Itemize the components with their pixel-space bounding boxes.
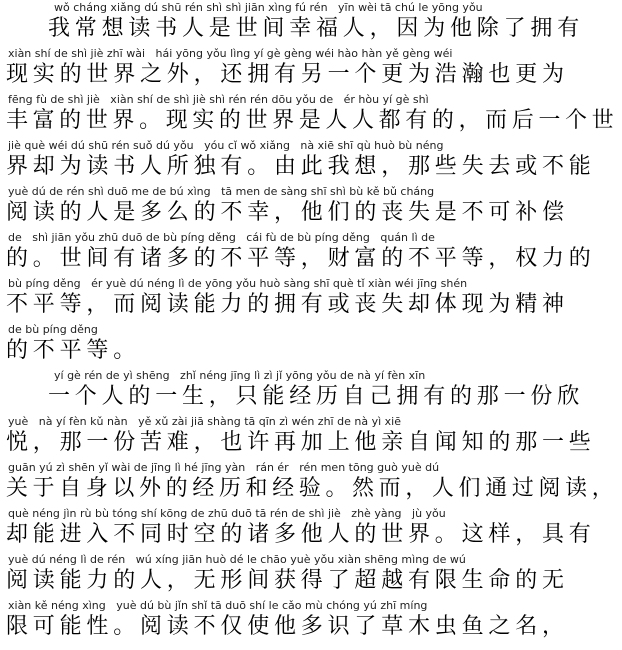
hanzi-line-14: 限可能性。阅读不仅使他多识了草木虫鱼之名， <box>6 614 569 639</box>
pinyin-line-7: bù píng děng ér yuè dú néng lì de yōng yǒu huò sàng shī què tǐ xiàn wéi jīng shén <box>8 277 468 290</box>
hanzi-line-6: 的。世间有诸多的不平等，财富的不平等，权力的 <box>6 246 596 271</box>
pinyin-line-5: yuè dú de rén shì duō me de bú xìng tā men de sàng shī shì bù kě bǔ cháng <box>8 185 435 198</box>
text-line-3 <box>0 92 622 138</box>
text-line-7 <box>0 276 622 322</box>
text-line-11 <box>0 460 622 506</box>
text-line-4 <box>0 138 622 184</box>
pinyin-line-10: yuè nà yí fèn kǔ nàn yě xǔ zài jiā shàng tā qīn zì wén zhī de nà yì xiē <box>8 415 401 428</box>
pinyin-line-3: fēng fù de shì jiè xiàn shí de shì jiè shì rén rén dōu yǒu de ér hòu yí gè shì <box>8 93 429 106</box>
pinyin-line-1: wǒ cháng xiǎng dú shū rén shì shì jiān xìng fú rén yīn wèi tā chú le yōng yǒu <box>54 1 483 14</box>
pinyin-line-12: què néng jìn rù bù tóng shí kōng de zhū duō tā rén de shì jiè zhè yàng jù yǒu <box>8 507 446 520</box>
pinyin-line-14: xiàn kě néng xìng yuè dú bù jǐn shǐ tā duō shí le cǎo mù chóng yú zhī míng <box>8 599 428 612</box>
hanzi-line-12: 却能进入不同时空的诸多他人的世界。这样，具有 <box>6 522 596 547</box>
text-line-14 <box>0 598 622 644</box>
pinyin-line-8: de bù píng děng <box>8 323 98 336</box>
hanzi-line-1: 我常想读书人是世间幸福人，因为他除了拥有 <box>48 16 585 41</box>
text-line-2 <box>0 46 622 92</box>
hanzi-line-5: 阅读的人是多么的不幸，他们的丧失是不可补偿 <box>6 200 569 225</box>
text-line-8 <box>0 322 622 368</box>
text-line-13 <box>0 552 622 598</box>
hanzi-line-13: 阅读能力的人，无形间获得了超越有限生命的无 <box>6 568 569 593</box>
hanzi-line-9: 一个人的一生，只能经历自己拥有的那一份欣 <box>48 384 585 409</box>
text-line-1 <box>0 0 622 46</box>
text-line-12 <box>0 506 622 552</box>
hanzi-line-8: 的不平等。 <box>6 338 141 363</box>
hanzi-line-4: 界却为读书人所独有。由此我想，那些失去或不能 <box>6 154 596 179</box>
hanzi-line-3: 丰富的世界。现实的世界是人人都有的，而后一个世 <box>6 108 619 133</box>
hanzi-line-11: 关于自身以外的经历和经验。然而，人们通过阅读， <box>6 476 619 501</box>
pinyin-line-11: guān yú zì shēn yǐ wài de jīng lì hé jīng yàn rán ér rén men tōng guò yuè dú <box>8 461 440 474</box>
pinyin-line-4: jiè què wéi dú shū rén suǒ dú yǒu yóu cǐ wǒ xiǎng nà xiē shī qù huò bù néng <box>8 139 444 152</box>
text-line-10 <box>0 414 622 460</box>
hanzi-line-10: 悦，那一份苦难，也许再加上他亲自闻知的那一些 <box>6 430 596 455</box>
pinyin-line-9: yí gè rén de yì shēng zhǐ néng jīng lì zì jǐ yōng yǒu de nà yí fèn xīn <box>54 369 426 382</box>
pinyin-line-13: yuè dú néng lì de rén wú xíng jiān huò dé le chāo yuè yǒu xiàn shēng mìng de wú <box>8 553 466 566</box>
text-line-5 <box>0 184 622 230</box>
text-line-9 <box>0 368 622 414</box>
pinyin-line-6: de shì jiān yǒu zhū duō de bù píng děng cái fù de bù píng děng quán lì de <box>8 231 435 244</box>
pinyin-line-2: xiàn shí de shì jiè zhī wài hái yōng yǒu lìng yí gè gèng wéi hào hàn yě gèng wéi <box>8 47 453 60</box>
text-line-6 <box>0 230 622 276</box>
hanzi-line-2: 现实的世界之外，还拥有另一个更为浩瀚也更为 <box>6 62 569 87</box>
hanzi-line-7: 不平等，而阅读能力的拥有或丧失却体现为精神 <box>6 292 569 317</box>
